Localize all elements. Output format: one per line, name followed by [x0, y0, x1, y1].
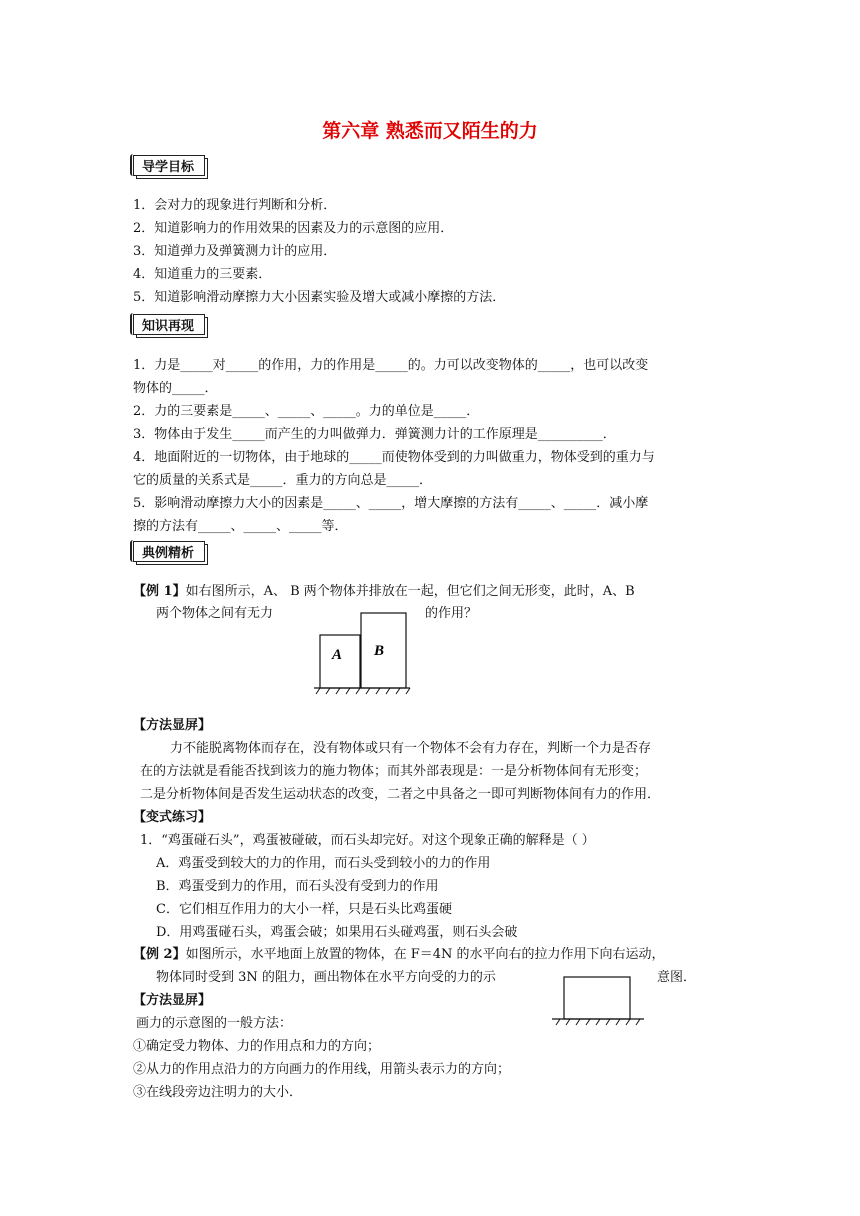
goal-item: 2．知道影响力的作用效果的因素及力的示意图的应用．	[133, 221, 454, 236]
review-line: 3．物体由于发生_____而产生的力叫做弹力．弹簧测力计的工作原理是__________．	[133, 427, 616, 442]
method2-heading: 【方法显屏】	[133, 993, 212, 1008]
goal-item: 4．知道重力的三要素．	[133, 267, 272, 282]
example2-line2a: 物体同时受到 3N 的阻力，画出物体在水平方向受的力的示	[156, 970, 496, 985]
example1-text	[133, 584, 635, 600]
review-line: 5．影响滑动摩擦力大小的因素是_____、_____，增大摩擦的方法有_____、_____．减小摩	[133, 496, 649, 511]
section-banner-goals	[130, 154, 208, 176]
review-line: 它的质量的关系式是_____．重力的方向总是_____．	[133, 473, 433, 488]
review-line: 2．力的三要素是_____、_____、_____。力的单位是_____．	[133, 404, 480, 419]
goal-item: 1．会对力的现象进行判断和分析．	[133, 198, 337, 213]
ground-hatching	[316, 688, 410, 694]
method1-line: 力不能脱离物体而存在，没有物体或只有一个物体不会有力存在，判断一个力是否存	[170, 741, 652, 756]
section-banner-examples	[130, 540, 208, 562]
blocks-a-b-figure	[312, 608, 412, 696]
example2-text	[133, 947, 665, 963]
goal-item: 5．知道影响滑动摩擦力大小因素实验及增大或减小摩擦的方法．	[133, 290, 506, 305]
block-b-label: B	[374, 643, 385, 659]
section-title-review: 知识再现	[141, 319, 194, 334]
method2-line: ①确定受力物体、力的作用点和力的方向；	[133, 1039, 381, 1054]
method2-line: 画力的示意图的一般方法：	[136, 1016, 293, 1031]
example1-line1: 如右图所示，A、 B 两个物体并排放在一起，但它们之间无形变，此时，A、B	[185, 584, 635, 599]
method1-line: 在的方法就是看能否找到该力的施力物体；而其外部表现是：一是分析物体间有无形变；	[140, 764, 648, 779]
method1-heading: 【方法显屏】	[133, 718, 212, 733]
review-line: 物体的_____．	[133, 381, 218, 396]
ground-hatching	[556, 1019, 640, 1025]
section-title-goals: 导学目标	[141, 160, 194, 175]
practice-option: A．鸡蛋受到较大的力的作用，而石头受到较小的力的作用	[156, 856, 491, 871]
example1-line2b: 的作用？	[425, 606, 478, 621]
method2-line: ③在线段旁边注明力的大小．	[133, 1085, 303, 1100]
practice-option: C．它们相互作用力的大小一样，只是石头比鸡蛋硬	[156, 902, 452, 917]
review-line: 1．力是_____对_____的作用，力的作用是_____的。力可以改变物体的_____，也可以改变	[133, 358, 649, 373]
practice-option: B．鸡蛋受到力的作用，而石头没有受到力的作用	[156, 879, 439, 894]
method2-line: ②从力的作用点沿力的方向画力的作用线，用箭头表示力的方向；	[133, 1062, 511, 1077]
review-line: 擦的方法有_____、_____、_____等．	[133, 519, 348, 534]
section-title-examples: 典例精析	[141, 546, 194, 561]
goal-item: 3．知道弹力及弹簧测力计的应用．	[133, 244, 337, 259]
section-banner-review	[130, 313, 208, 335]
object-block	[564, 977, 630, 1019]
example2-tag: 【例 2】	[133, 947, 186, 962]
example1-line2a: 两个物体之间有无力	[156, 606, 274, 621]
block-on-ground-figure	[550, 972, 646, 1030]
method1-line: 二是分析物体间是否发生运动状态的改变，二者之中具备之一即可判断物体间有力的作用．	[140, 787, 661, 802]
practice-option: D．用鸡蛋碰石头，鸡蛋会破；如果用石头碰鸡蛋，则石头会破	[156, 925, 518, 940]
example2-line1: 如图所示，水平地面上放置的物体，在 F＝4N 的水平向右的拉力作用下向右运动，	[185, 947, 665, 962]
block-a-label: A	[332, 647, 343, 663]
example2-line2b: 意图．	[657, 970, 697, 985]
practice-question: 1．“鸡蛋碰石头”，鸡蛋被碰破，而石头却完好。对这个现象正确的解释是（ ）	[140, 833, 595, 848]
example1-tag: 【例 1】	[133, 584, 186, 599]
review-line: 4．地面附近的一切物体，由于地球的_____而使物体受到的力叫做重力，物体受到的重力与	[133, 450, 655, 465]
practice-heading: 【变式练习】	[133, 810, 212, 825]
chapter-title: 第六章 熟悉而又陌生的力	[322, 120, 538, 142]
